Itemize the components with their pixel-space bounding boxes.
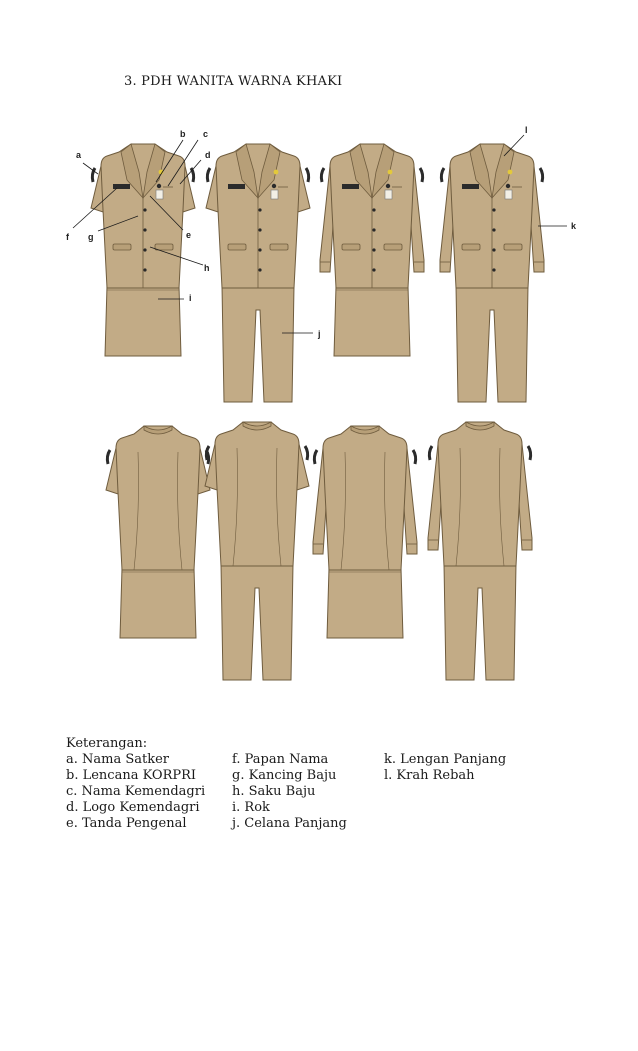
legend-item: i. Rok — [232, 800, 270, 815]
legend-item: k. Lengan Panjang — [384, 752, 507, 767]
legend-heading: Keterangan: — [66, 736, 148, 751]
callout-k: k — [571, 221, 577, 231]
back-short-sleeve-pants — [205, 422, 309, 680]
legend-column-1 — [66, 752, 205, 832]
legend-column-2 — [232, 752, 347, 832]
callout-c: c — [203, 129, 209, 139]
callout-b: b — [180, 129, 186, 139]
callout-f: f — [66, 232, 69, 242]
front-long-sleeve-skirt — [320, 144, 424, 356]
callout-h: h — [204, 263, 210, 273]
legend-item: e. Tanda Pengenal — [66, 816, 187, 831]
front-long-sleeve-pants — [440, 144, 544, 402]
callout-i: i — [189, 293, 192, 303]
front-short-sleeve-skirt — [91, 144, 195, 356]
back-long-sleeve-skirt — [313, 426, 417, 638]
callout-g: g — [88, 232, 94, 242]
back-long-sleeve-pants — [428, 422, 532, 680]
legend-item: c. Nama Kemendagri — [66, 784, 206, 799]
legend-item: f. Papan Nama — [232, 752, 329, 767]
legend-item: b. Lencana KORPRI — [66, 768, 197, 783]
back-short-sleeve-skirt — [106, 426, 210, 638]
legend-item: d. Logo Kemendagri — [66, 800, 200, 815]
legend-item: a. Nama Satker — [66, 752, 170, 767]
callout-d: d — [205, 150, 211, 160]
legend-item: l. Krah Rebah — [384, 768, 475, 783]
legend-item: j. Celana Panjang — [232, 816, 347, 831]
page-title: 3. PDH WANITA WARNA KHAKI — [124, 74, 343, 89]
callout-a: a — [76, 150, 82, 160]
legend-column-3 — [384, 752, 506, 784]
legend-item: g. Kancing Baju — [232, 768, 337, 783]
callout-e: e — [186, 230, 192, 240]
legend-item: h. Saku Baju — [232, 784, 316, 799]
callout-l: l — [525, 125, 528, 135]
legend — [66, 736, 507, 831]
callout-j: j — [318, 329, 321, 339]
front-short-sleeve-pants — [206, 144, 310, 402]
